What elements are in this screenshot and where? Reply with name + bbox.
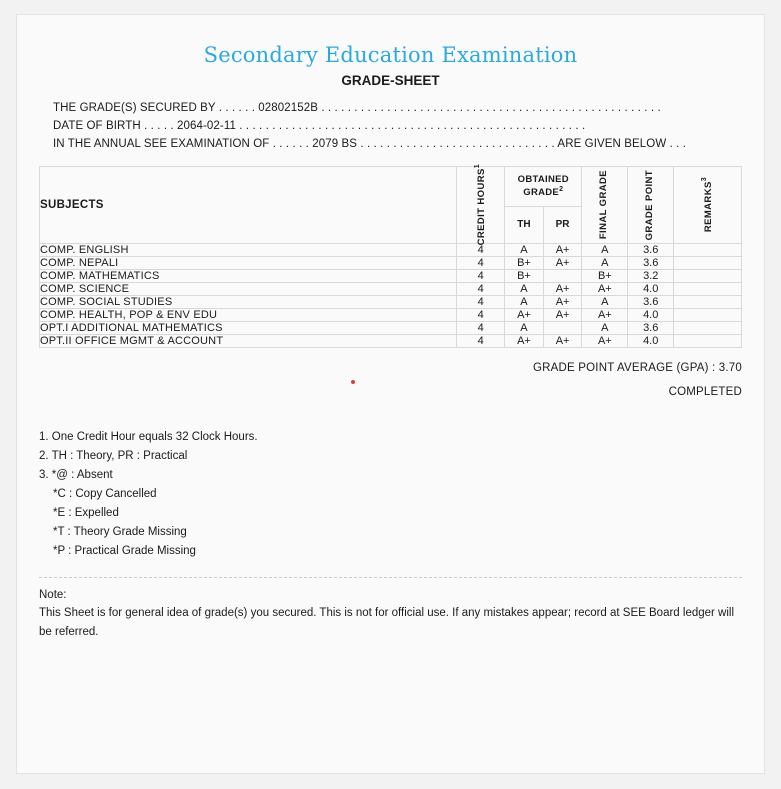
cell-point: 4.0 xyxy=(628,283,674,296)
disclaimer-text: This Sheet is for general idea of grade(s) you secured. This is not for official use. If any mistakes appear; record at SEE Board ledger will be referred. xyxy=(39,607,735,638)
cell-credit: 4 xyxy=(457,322,505,335)
table-row xyxy=(40,270,742,283)
cell-th: A xyxy=(505,322,544,335)
cell-remarks xyxy=(674,335,742,348)
obtained-grade-label: OBTAINED GRADE xyxy=(517,173,569,198)
cell-final: A+ xyxy=(582,309,628,322)
status-badge: COMPLETED xyxy=(668,386,742,398)
remarks-label: REMARKS xyxy=(702,181,714,233)
cell-credit: 4 xyxy=(457,335,505,348)
cell-remarks xyxy=(674,283,742,296)
cell-subject: COMP. ENGLISH xyxy=(40,244,457,257)
col-header-subjects: SUBJECTS xyxy=(40,167,457,244)
note-absent: 3. *@ : Absent xyxy=(39,468,113,481)
credit-hours-sup: 1 xyxy=(473,164,481,169)
page-subtitle: GRADE-SHEET xyxy=(341,73,440,88)
note-th-pr: 2. TH : Theory, PR : Practical xyxy=(39,449,188,462)
cell-credit: 4 xyxy=(457,270,505,283)
obtained-grade-sup: 2 xyxy=(559,185,564,193)
cell-final: A xyxy=(582,257,628,270)
cell-remarks xyxy=(674,244,742,257)
cell-point: 3.2 xyxy=(628,270,674,283)
red-dot-marker xyxy=(351,380,355,384)
table-row xyxy=(40,257,742,270)
cell-credit: 4 xyxy=(457,283,505,296)
cell-point: 3.6 xyxy=(628,322,674,335)
cell-subject: COMP. MATHEMATICS xyxy=(40,270,457,283)
note-practical-missing: *P : Practical Grade Missing xyxy=(53,544,196,557)
note-copy-cancelled: *C : Copy Cancelled xyxy=(53,487,157,500)
grade-sheet-card xyxy=(16,14,765,774)
col-header-credit-hours xyxy=(457,164,505,246)
student-meta xyxy=(39,102,742,150)
cell-th: B+ xyxy=(505,270,544,283)
cell-credit: 4 xyxy=(457,257,505,270)
gpa-value: GRADE POINT AVERAGE (GPA) : 3.70 xyxy=(533,362,742,374)
page-title: Secondary Education Examination xyxy=(203,43,578,67)
table-row xyxy=(40,309,742,322)
cell-remarks xyxy=(674,270,742,283)
meta-exam-year: IN THE ANNUAL SEE EXAMINATION OF . . . . . . 2079 BS . . . . . . . . . . . . . . . . . . . . . . . . . . . . . . ARE GIVEN BELOW . . . xyxy=(53,138,687,150)
cell-credit: 4 xyxy=(457,244,505,257)
cell-pr: A+ xyxy=(543,309,582,322)
summary-area xyxy=(39,362,742,416)
legend-notes xyxy=(39,428,742,561)
cell-subject: COMP. SOCIAL STUDIES xyxy=(40,296,457,309)
cell-point: 4.0 xyxy=(628,309,674,322)
cell-pr: A+ xyxy=(543,257,582,270)
cell-final: A xyxy=(582,244,628,257)
credit-hours-label: CREDIT HOURS xyxy=(475,168,487,246)
divider xyxy=(39,577,742,578)
cell-th: A xyxy=(505,296,544,309)
cell-final: A+ xyxy=(582,283,628,296)
note-theory-missing: *T : Theory Grade Missing xyxy=(53,525,187,538)
cell-subject: COMP. HEALTH, POP & ENV EDU xyxy=(40,309,457,322)
table-row xyxy=(40,322,742,335)
cell-final: A+ xyxy=(582,335,628,348)
cell-subject: OPT.I ADDITIONAL MATHEMATICS xyxy=(40,322,457,335)
col-header-remarks xyxy=(674,167,742,244)
cell-subject: COMP. NEPALI xyxy=(40,257,457,270)
cell-remarks xyxy=(674,322,742,335)
col-header-pr: PR xyxy=(543,206,582,244)
cell-point: 4.0 xyxy=(628,335,674,348)
cell-pr xyxy=(543,322,582,335)
cell-point: 3.6 xyxy=(628,296,674,309)
col-header-th: TH xyxy=(505,206,544,244)
cell-th: B+ xyxy=(505,257,544,270)
cell-pr: A+ xyxy=(543,335,582,348)
cell-final: A xyxy=(582,322,628,335)
note-credit-hour: 1. One Credit Hour equals 32 Clock Hours. xyxy=(39,431,258,443)
table-row xyxy=(40,296,742,309)
meta-grades-secured-by: THE GRADE(S) SECURED BY . . . . . . 02802152B . . . . . . . . . . . . . . . . . . . . . . . . . . . . . . . . . . . . . . . . . . . . . . . . . . . . xyxy=(53,102,661,114)
grade-point-label: GRADE POINT xyxy=(644,169,656,241)
grades-table-body xyxy=(40,244,742,348)
cell-subject: OPT.II OFFICE MGMT & ACCOUNT xyxy=(40,335,457,348)
cell-pr xyxy=(543,270,582,283)
cell-credit: 4 xyxy=(457,296,505,309)
cell-pr: A+ xyxy=(543,283,582,296)
cell-remarks xyxy=(674,309,742,322)
cell-point: 3.6 xyxy=(628,244,674,257)
col-header-final-grade xyxy=(582,167,628,244)
cell-remarks xyxy=(674,257,742,270)
cell-credit: 4 xyxy=(457,309,505,322)
cell-final: A xyxy=(582,296,628,309)
cell-th: A+ xyxy=(505,309,544,322)
remarks-sup: 3 xyxy=(700,177,708,182)
final-grade-label: FINAL GRADE xyxy=(598,170,610,240)
cell-subject: COMP. SCIENCE xyxy=(40,283,457,296)
cell-point: 3.6 xyxy=(628,257,674,270)
cell-final: B+ xyxy=(582,270,628,283)
cell-th: A+ xyxy=(505,335,544,348)
meta-date-of-birth: DATE OF BIRTH . . . . . 2064-02-11 . . . . . . . . . . . . . . . . . . . . . . . . . . . . . . . . . . . . . . . . . . . . . . . . . . . . . xyxy=(53,120,586,132)
cell-pr: A+ xyxy=(543,244,582,257)
note-expelled: *E : Expelled xyxy=(53,506,119,519)
table-row xyxy=(40,335,742,348)
cell-th: A xyxy=(505,244,544,257)
table-header-row-1 xyxy=(40,167,742,207)
table-row xyxy=(40,244,742,257)
disclaimer xyxy=(39,586,742,641)
cell-th: A xyxy=(505,283,544,296)
cell-remarks xyxy=(674,296,742,309)
col-header-grade-point xyxy=(628,167,674,244)
grades-table xyxy=(39,166,742,348)
col-header-obtained-grade xyxy=(505,167,582,207)
cell-pr: A+ xyxy=(543,296,582,309)
table-row xyxy=(40,283,742,296)
disclaimer-label: Note: xyxy=(39,588,67,601)
